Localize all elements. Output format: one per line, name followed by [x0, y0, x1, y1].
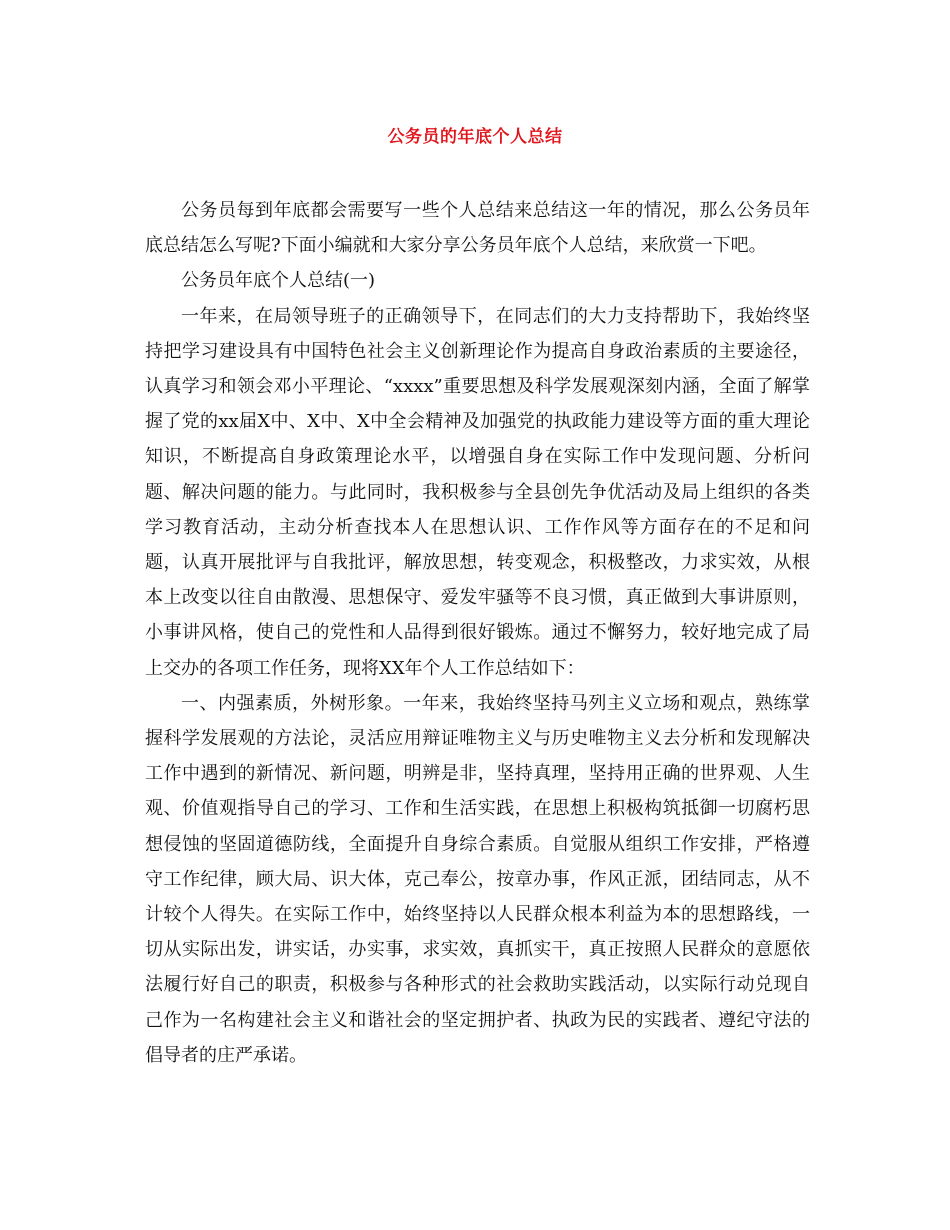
intro-paragraph: 公务员每到年底都会需要写一些个人总结来总结这一年的情况，那么公务员年底总结怎么写呢?下面小编就和大家分享公务员年底个人总结，来欣赏一下吧。 — [145, 200, 810, 257]
document-body — [145, 193, 810, 1073]
body-paragraph: 一年来，在局领导班子的正确领导下，在同志们的大力支持帮助下，我始终坚持把学习建设具有中国特色社会主义创新理论作为提高自身政治素质的主要途径，认真学习和领会邓小平理论、“xxxx”重要思想及科学发展观深刻内涵，全面了解掌握了党的xx届X中、X中、X中全会精神及加强党的执政能力建设等方面的重大理论知识，不断提高自身政策理论水平，以增强自身在实际工作中发现问题、分析问题、解决问题的能力。与此同时，我积极参与全县创先争优活动及局上组织的各类学习教育活动，主动分析查找本人在思想认识、工作作风等方面存在的不足和问题，认真开展批评与自我批评，解放思想，转变观念，积极整改，力求实效，从根本上改变以往自由散漫、思想保守、爱发牢骚等不良习惯，真正做到大事讲原则，小事讲风格，使自己的党性和人品得到很好锻炼。通过不懈努力，较好地完成了局上交办的各项工作任务，现将XX年个人工作总结如下： — [145, 305, 810, 679]
body-paragraph: 一、内强素质，外树形象。一年来，我始终坚持马列主义立场和观点，熟练掌握科学发展观的方法论，灵活应用辩证唯物主义与历史唯物主义去分析和发现解决工作中遇到的新情况、新问题，明辨是非，坚持真理，坚持用正确的世界观、人生观、价值观指导自己的学习、工作和生活实践，在思想上积极构筑抵御一切腐朽思想侵蚀的坚固道德防线，全面提升自身综合素质。自觉服从组织工作安排，严格遵守工作纪律，顾大局、识大体，克己奉公，按章办事，作风正派，团结同志，从不计较个人得失。在实际工作中，始终坚持以人民群众根本利益为本的思想路线，一切从实际出发，讲实话，办实事，求实效，真抓实干，真正按照人民群众的意愿依法履行好自己的职责，积极参与各种形式的社会救助实践活动，以实际行动兑现自己作为一名构建社会主义和谐社会的坚定拥护者、执政为民的实践者、遵纪守法的倡导者的庄严承诺。 — [145, 692, 810, 1066]
document-title: 公务员的年底个人总结 — [387, 127, 563, 147]
section-heading: 公务员年底个人总结(一) — [181, 270, 376, 292]
